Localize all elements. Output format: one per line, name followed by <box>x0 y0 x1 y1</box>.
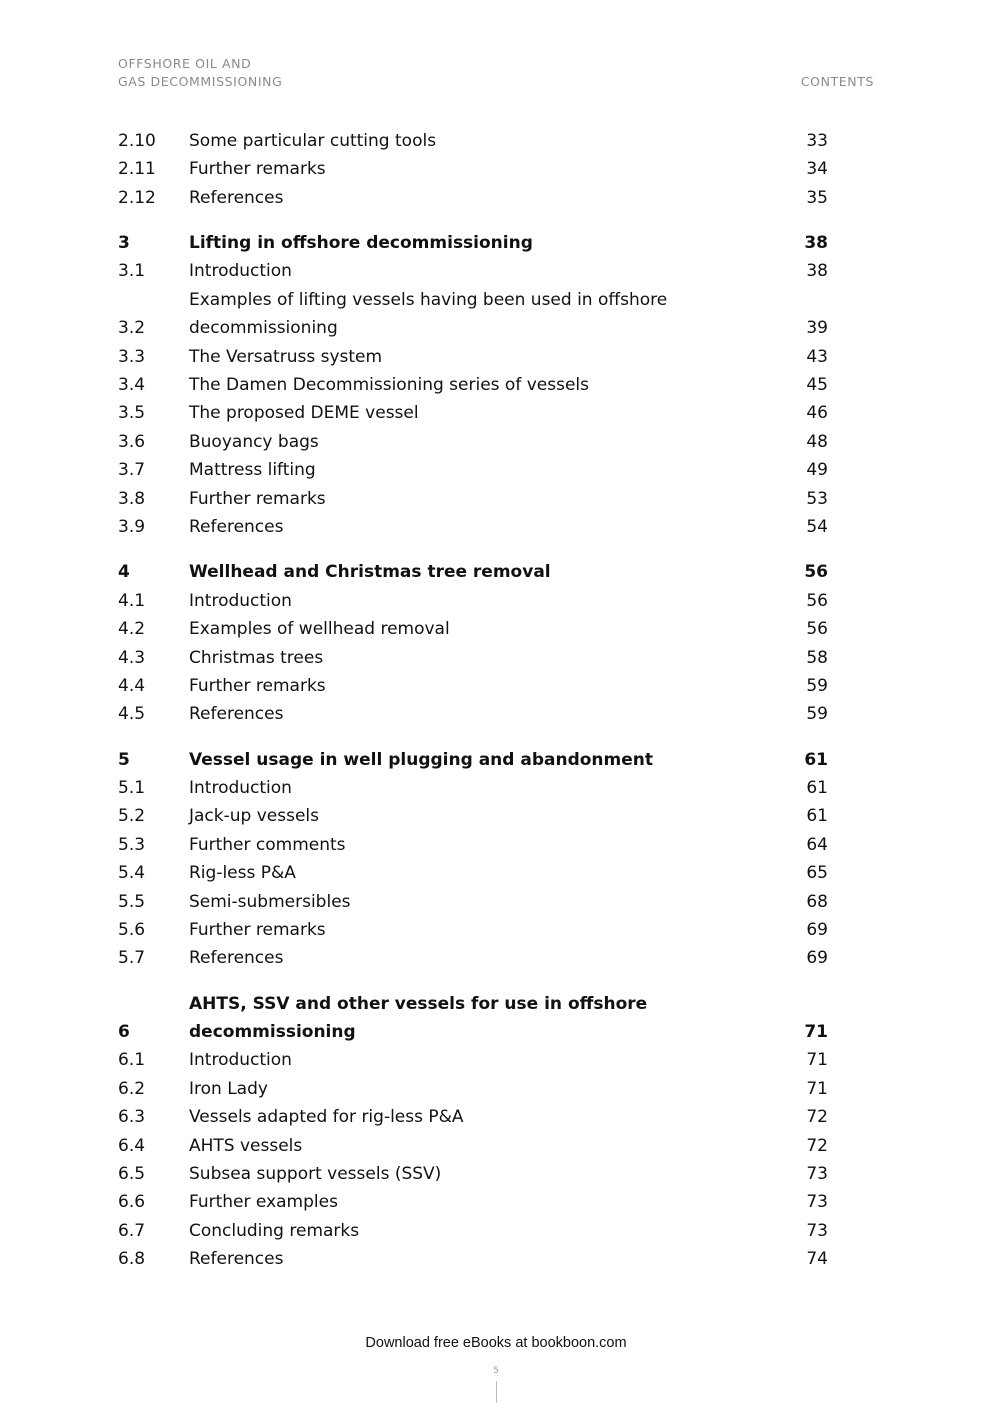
toc-entry[interactable] <box>118 343 828 371</box>
toc-page: 73 <box>806 1220 828 1241</box>
toc-entry[interactable] <box>118 672 828 700</box>
toc-entry[interactable] <box>118 831 828 859</box>
toc-title: Vessel usage in well plugging and abandonment <box>189 749 653 770</box>
toc-title: Introduction <box>189 777 292 798</box>
toc-title: Examples of wellhead removal <box>189 619 450 640</box>
toc-title: References <box>189 704 284 725</box>
table-of-contents <box>118 127 828 1274</box>
toc-page: 53 <box>806 488 828 509</box>
toc-entry[interactable] <box>118 513 828 541</box>
toc-number: 5.3 <box>118 834 146 855</box>
toc-title: References <box>189 948 284 969</box>
toc-page: 35 <box>806 187 828 208</box>
toc-title: Christmas trees <box>189 647 324 668</box>
toc-title: Iron Lady <box>189 1078 268 1099</box>
toc-page: 45 <box>806 375 828 396</box>
toc-entry[interactable] <box>118 1188 828 1216</box>
toc-number: 5.1 <box>118 777 146 798</box>
toc-page: 69 <box>806 919 828 940</box>
toc-entry[interactable] <box>118 802 828 830</box>
book-title-line2: GAS DECOMMISSIONING <box>118 74 283 89</box>
toc-page: 68 <box>806 891 828 912</box>
toc-chapter-entry[interactable] <box>118 558 828 586</box>
toc-number: 5.2 <box>118 806 146 827</box>
toc-number: 3.4 <box>118 375 146 396</box>
toc-page: 71 <box>804 1021 828 1042</box>
toc-chapter-entry[interactable] <box>118 746 828 774</box>
toc-page: 38 <box>806 261 828 282</box>
toc-page: 59 <box>806 704 828 725</box>
toc-title: Vessels adapted for rig-less P&A <box>189 1107 464 1128</box>
toc-entry[interactable] <box>118 1103 828 1131</box>
toc-entry[interactable] <box>118 1075 828 1103</box>
toc-number: 3.8 <box>118 488 146 509</box>
toc-number: 3.6 <box>118 431 146 452</box>
toc-number: 3.2 <box>118 318 146 339</box>
toc-title: The Versatruss system <box>189 346 383 367</box>
toc-page: 49 <box>806 460 828 481</box>
toc-number: 3 <box>118 233 130 254</box>
toc-title: Buoyancy bags <box>189 431 319 452</box>
toc-chapter-entry[interactable] <box>118 229 828 257</box>
toc-page: 33 <box>806 131 828 151</box>
toc-page: 34 <box>806 159 828 180</box>
toc-entry[interactable] <box>118 1046 828 1074</box>
toc-entry[interactable] <box>118 257 828 285</box>
toc-entry[interactable] <box>118 485 828 513</box>
toc-entry[interactable] <box>118 944 828 972</box>
toc-page: 56 <box>806 590 828 611</box>
toc-number: 6.3 <box>118 1107 146 1128</box>
toc-page: 61 <box>804 749 828 770</box>
toc-entry[interactable] <box>118 587 828 615</box>
toc-page: 73 <box>806 1164 828 1184</box>
toc-entry[interactable] <box>118 286 828 343</box>
toc-number: 3.3 <box>118 346 146 367</box>
toc-page: 69 <box>806 948 828 969</box>
running-header-section: CONTENTS <box>800 74 874 89</box>
toc-page: 58 <box>806 647 828 668</box>
toc-entry[interactable] <box>118 127 828 155</box>
toc-title: Introduction <box>189 1050 292 1071</box>
toc-title: Subsea support vessels (SSV) <box>189 1164 442 1184</box>
toc-page: 61 <box>806 777 828 798</box>
toc-number: 3.5 <box>118 403 146 424</box>
toc-title: Further remarks <box>189 488 326 509</box>
toc-title: References <box>189 187 284 208</box>
toc-number: 4.5 <box>118 704 146 725</box>
toc-entry[interactable] <box>118 428 828 456</box>
toc-page: 54 <box>806 517 828 538</box>
toc-entry[interactable] <box>118 1132 828 1160</box>
toc-entry[interactable] <box>118 888 828 916</box>
toc-number: 6.6 <box>118 1192 146 1213</box>
toc-entry[interactable] <box>118 371 828 399</box>
toc-title: Lifting in offshore decommissioning <box>189 233 533 254</box>
toc-entry[interactable] <box>118 399 828 427</box>
toc-title: Further remarks <box>189 919 326 940</box>
toc-number: 3.7 <box>118 460 146 481</box>
toc-number: 6 <box>118 1021 130 1042</box>
toc-page: 73 <box>806 1192 828 1213</box>
toc-entry[interactable] <box>118 155 828 183</box>
toc-number: 6.1 <box>118 1050 146 1071</box>
toc-number: 5.5 <box>118 891 146 912</box>
toc-entry[interactable] <box>118 916 828 944</box>
toc-page: 72 <box>806 1107 828 1128</box>
toc-title: Further examples <box>189 1192 338 1213</box>
toc-number: 6.8 <box>118 1249 146 1270</box>
toc-entry[interactable] <box>118 700 828 728</box>
toc-number: 3.1 <box>118 261 146 282</box>
toc-page: 38 <box>804 233 828 254</box>
toc-page: 56 <box>806 619 828 640</box>
toc-entry[interactable] <box>118 774 828 802</box>
toc-entry[interactable] <box>118 615 828 643</box>
toc-number: 3.9 <box>118 517 146 538</box>
toc-number: 4.1 <box>118 590 146 611</box>
toc-page: 71 <box>806 1050 828 1071</box>
toc-entry[interactable] <box>118 859 828 887</box>
toc-title: The proposed DEME vessel <box>189 403 419 424</box>
toc-page: 72 <box>806 1135 828 1156</box>
page-divider-line <box>496 1381 497 1403</box>
toc-title: Introduction <box>189 261 292 282</box>
toc-number: 4.4 <box>118 675 146 696</box>
toc-title: AHTS vessels <box>189 1135 303 1156</box>
toc-title: Further remarks <box>189 675 326 696</box>
toc-title: The Damen Decommissioning series of vessels <box>189 375 589 396</box>
toc-title: Concluding remarks <box>189 1220 360 1241</box>
toc-number: 4.2 <box>118 619 146 640</box>
toc-page: 39 <box>806 318 828 339</box>
toc-title: Rig-less P&A <box>189 863 296 884</box>
toc-title: Some particular cutting tools <box>189 131 437 151</box>
footer-link[interactable]: Download free eBooks at bookboon.com <box>365 1335 627 1351</box>
toc-page: 59 <box>806 675 828 696</box>
toc-title: Semi-submersibles <box>189 891 351 912</box>
toc-page: 61 <box>806 806 828 827</box>
toc-title: Further remarks <box>189 159 326 180</box>
running-header-book-title <box>118 55 282 91</box>
page-number: 5 <box>493 1366 499 1376</box>
toc-number: 2.10 <box>118 131 156 151</box>
toc-entry[interactable] <box>118 644 828 672</box>
toc-entry[interactable] <box>118 1217 828 1245</box>
toc-chapter-entry[interactable] <box>118 990 828 1047</box>
toc-page: 48 <box>806 431 828 452</box>
toc-number: 4.3 <box>118 647 146 668</box>
toc-page: 43 <box>806 346 828 367</box>
toc-title: AHTS, SSV and other vessels for use in offshore decommissioning <box>189 993 648 1042</box>
toc-title: Jack-up vessels <box>189 806 319 827</box>
toc-number: 5.7 <box>118 948 146 969</box>
toc-number: 5.4 <box>118 863 146 884</box>
toc-title: References <box>189 1249 284 1270</box>
toc-number: 2.11 <box>118 159 156 180</box>
toc-number: 6.7 <box>118 1220 146 1241</box>
toc-number: 2.12 <box>118 187 156 208</box>
toc-number: 5.6 <box>118 919 146 940</box>
toc-number: 6.2 <box>118 1078 146 1099</box>
toc-page: 56 <box>804 562 828 583</box>
toc-title: Wellhead and Christmas tree removal <box>189 562 551 583</box>
toc-entry[interactable] <box>118 456 828 484</box>
toc-number: 5 <box>118 749 130 770</box>
toc-page: 74 <box>806 1249 828 1270</box>
toc-number: 6.4 <box>118 1135 146 1156</box>
toc-title: References <box>189 517 284 538</box>
toc-page: 65 <box>806 863 828 884</box>
toc-title: Examples of lifting vessels having been used in offshore decommissioning <box>189 289 668 339</box>
toc-title: Introduction <box>189 590 292 611</box>
toc-page: 46 <box>806 403 828 424</box>
toc-number: 4 <box>118 562 130 583</box>
book-title-line1: OFFSHORE OIL AND <box>118 56 252 71</box>
toc-page: 64 <box>806 834 828 855</box>
toc-title: Further comments <box>189 834 346 855</box>
toc-page: 71 <box>806 1078 828 1099</box>
toc-entry[interactable] <box>118 1245 828 1273</box>
toc-entry[interactable] <box>118 184 828 212</box>
toc-number: 6.5 <box>118 1164 146 1184</box>
toc-title: Mattress lifting <box>189 460 316 481</box>
toc-entry[interactable] <box>118 1160 828 1188</box>
